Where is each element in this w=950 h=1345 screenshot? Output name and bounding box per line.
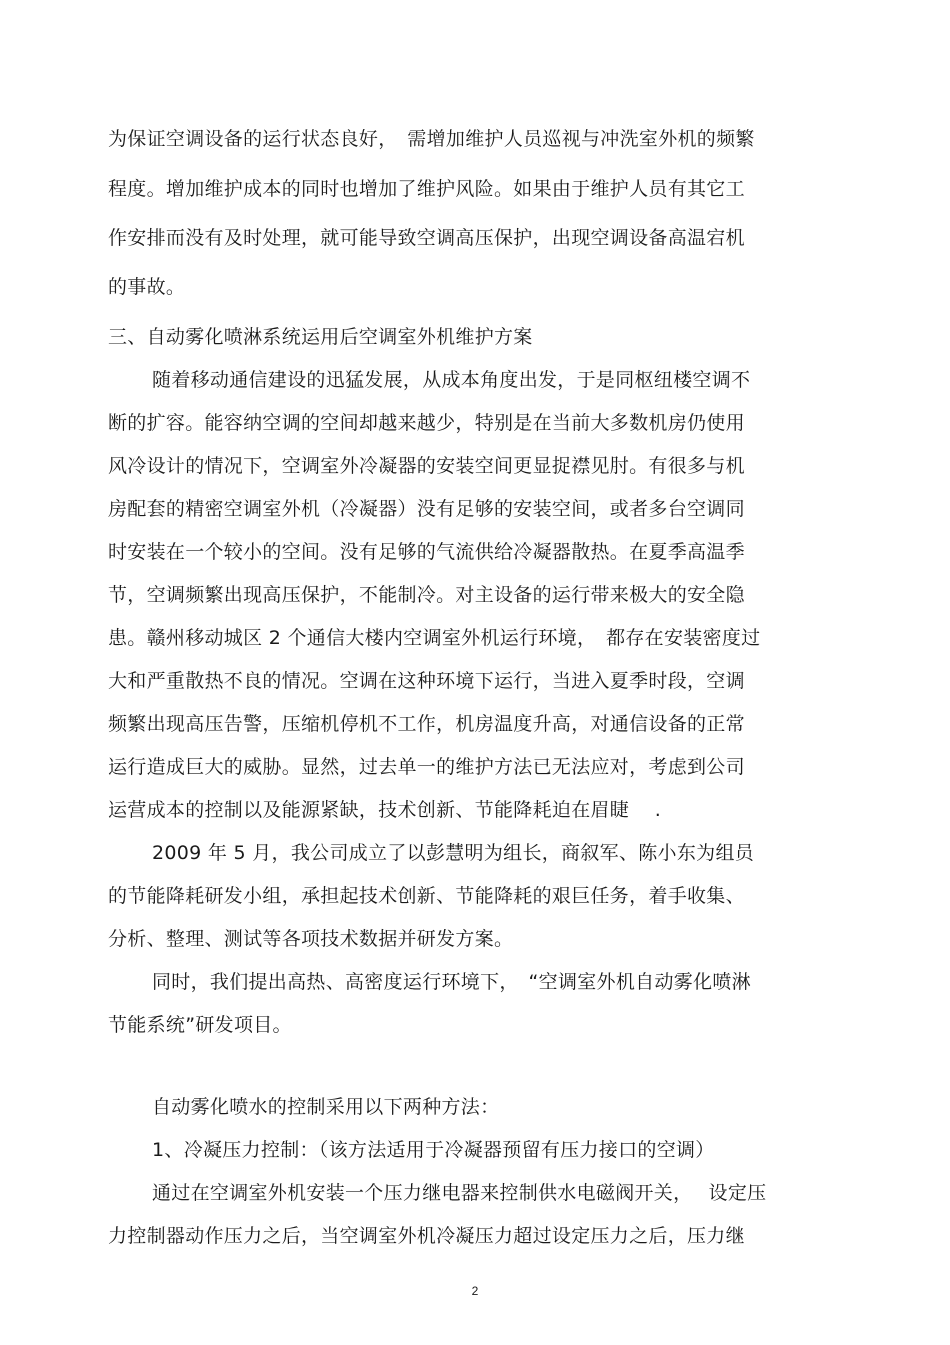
- text-line: 2009 年 5 月，我公司成立了以彭慧明为组长，商叙军、陈小东为组员: [152, 842, 755, 864]
- text-line: 大和严重散热不良的情况。空调在这种环境下运行，当进入夏季时段，空调: [108, 670, 745, 692]
- text-line: 同时，我们提出高热、高密度运行环境下， “空调室外机自动雾化喷淋: [152, 971, 751, 993]
- text-line: 时安装在一个较小的空间。没有足够的气流供给冷凝器散热。在夏季高温季: [108, 541, 745, 563]
- text-line: 通过在空调室外机安装一个压力继电器来控制供水电磁阀开关， 设定压: [152, 1182, 767, 1204]
- text-line: 程度。增加维护成本的同时也增加了维护风险。如果由于维护人员有其它工: [108, 178, 745, 200]
- text-line: 的节能降耗研发小组，承担起技术创新、节能降耗的艰巨任务，着手收集、: [108, 885, 745, 907]
- text-line: 力控制器动作压力之后，当空调室外机冷凝压力超过设定压力之后，压力继: [108, 1225, 745, 1247]
- text-line: 的事故。: [108, 276, 186, 298]
- text-line: 分析、整理、测试等各项技术数据并研发方案。: [108, 928, 514, 950]
- text-line: 断的扩容。能容纳空调的空间却越来越少，特别是在当前大多数机房仍使用: [108, 412, 745, 434]
- text-line: 风冷设计的情况下，空调室外冷凝器的安装空间更显捉襟见肘。有很多与机: [108, 455, 745, 477]
- text-line: 为保证空调设备的运行状态良好， 需增加维护人员巡视与冲洗室外机的频繁: [108, 128, 755, 150]
- text-line: 节能系统”研发项目。: [108, 1014, 292, 1036]
- text-line: 1、冷凝压力控制：（该方法适用于冷凝器预留有压力接口的空调）: [152, 1139, 715, 1161]
- text-line: 患。赣州移动城区 2 个通信大楼内空调室外机运行环境， 都存在安装密度过: [108, 627, 761, 649]
- text-line: 随着移动通信建设的迅猛发展，从成本角度出发，于是同枢纽楼空调不: [152, 369, 751, 391]
- text-line: 自动雾化喷水的控制采用以下两种方法：: [152, 1096, 500, 1118]
- text-line: 频繁出现高压告警，压缩机停机不工作，机房温度升高，对通信设备的正常: [108, 713, 745, 735]
- text-line: 运营成本的控制以及能源紧缺，技术创新、节能降耗迫在眉睫 .: [108, 799, 662, 821]
- section-heading: 三、自动雾化喷淋系统运用后空调室外机维护方案: [108, 326, 533, 348]
- page-number: 2: [471, 1284, 479, 1298]
- text-line: 房配套的精密空调室外机（冷凝器）没有足够的安装空间，或者多台空调同: [108, 498, 745, 520]
- text-line: 节，空调频繁出现高压保护，不能制冷。对主设备的运行带来极大的安全隐: [108, 584, 745, 606]
- text-line: 作安排而没有及时处理，就可能导致空调高压保护，出现空调设备高温宕机: [108, 227, 745, 249]
- text-line: 运行造成巨大的威胁。显然，过去单一的维护方法已无法应对，考虑到公司: [108, 756, 745, 778]
